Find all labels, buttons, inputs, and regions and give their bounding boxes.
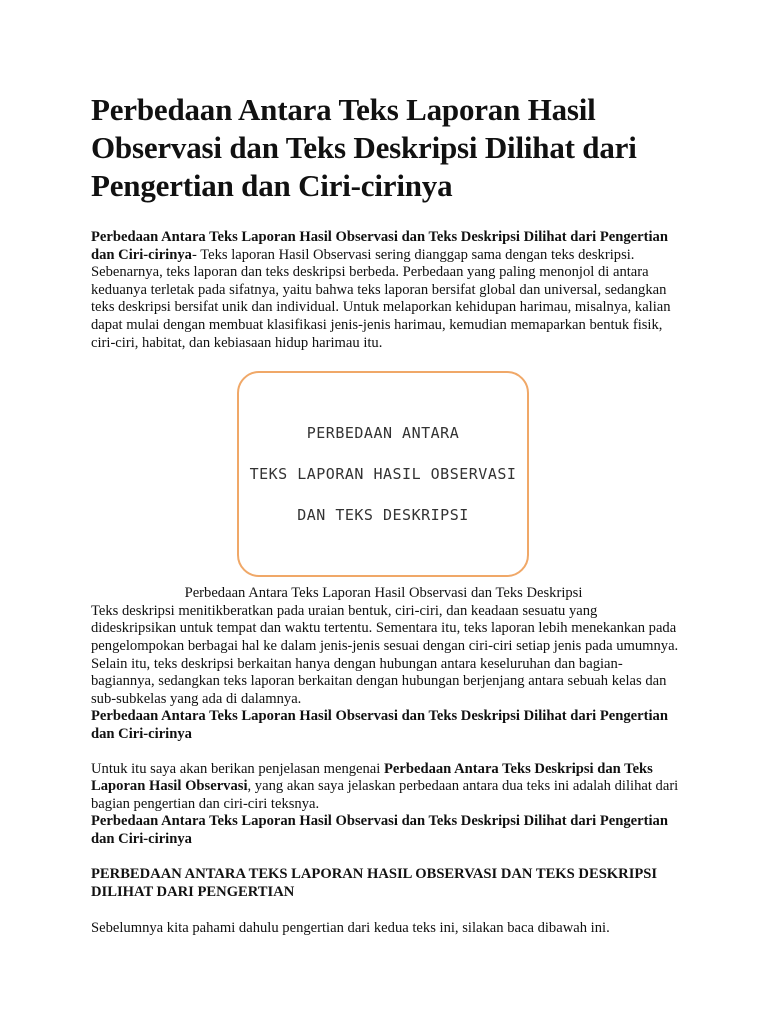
figure-line-1: PERBEDAAN ANTARA bbox=[306, 423, 460, 442]
bold-repeat-1: Perbedaan Antara Teks Laporan Hasil Observasi dan Teks Deskripsi Dilihat dari Pengertian dan Ciri-cirinya bbox=[91, 708, 668, 742]
bold-repeat-2: Perbedaan Antara Teks Laporan Hasil Observasi dan Teks Deskripsi Dilihat dari Pengertian dan Ciri-cirinya bbox=[91, 813, 668, 847]
paragraph3-bold: Perbedaan Antara Teks Deskripsi dan Teks Laporan Hasil Observasi bbox=[91, 760, 653, 795]
figure-caption: Perbedaan Antara Teks Laporan Hasil Observasi dan Teks Deskripsi bbox=[184, 585, 583, 602]
paragraph-comparison: Teks deskripsi menitikberatkan pada uraian bentuk, ciri-ciri, dan keadaan sesuatu yang dideskripsikan untuk tempat dan waktu tertentu. Sementara itu, teks laporan lebih menekankan pada pengelompokan berbagai hal ke dalam jenis-jenis sesuai dengan ciri-ciri setiap jenis pada umumnya. Selain itu, teks deskripsi berkaitan hanya dengan hubungan antara keseluruhan dan bagian-bagiannya, sedangkan teks laporan berkaitan dengan hubungan berjenjang antara sebuah kelas dan sub-subkelas yang ada di dalamnya. bbox=[91, 602, 679, 707]
figure-line-2: TEKS LAPORAN HASIL OBSERVASI bbox=[249, 464, 517, 483]
intro-paragraph bbox=[91, 229, 681, 352]
article-content bbox=[91, 91, 681, 937]
figure-line-3: DAN TEKS DESKRIPSI bbox=[297, 505, 469, 524]
intro-text: - Teks laporan Hasil Observasi sering dianggap sama dengan teks deskripsi. Sebenarnya, teks laporan dan teks deskripsi berbeda. Perbedaan yang paling menonjol di antara keduanya terletak pada sifatnya, yaitu bahwa teks laporan bersifat global dan universal, sedangkan teks deskripsi bersifat unik dan individual. Untuk melaporkan kehidupan harimau, misalnya, kalian dapat mulai dengan membuat klasifikasi jenis-jenis harimau, kemudian memaparkan bentuk fisik, ciri-ciri, habitat, dan kebiasaan hidup harimau itu. bbox=[91, 246, 671, 351]
paragraph-explanation bbox=[91, 761, 681, 814]
intro-bold-lead: Perbedaan Antara Teks Laporan Hasil Observasi dan Teks Deskripsi Dilihat dari Pengertian dan Ciri-cirinya bbox=[91, 229, 668, 263]
paragraph-intro-definitions: Sebelumnya kita pahami dahulu pengertian dari kedua teks ini, silakan baca dibawah ini. bbox=[91, 919, 610, 936]
figure-image bbox=[237, 371, 529, 577]
paragraph3-pre: Untuk itu saya akan berikan penjelasan mengenai bbox=[91, 760, 384, 777]
article-title: Perbedaan Antara Teks Laporan Hasil Observasi dan Teks Deskripsi Dilihat dari Pengertian dan Ciri-cirinya bbox=[91, 92, 637, 203]
paragraph3-post: , yang akan saya jelaskan perbedaan antara dua teks ini adalah dilihat dari bagian pengertian dan ciri-ciri teksnya. bbox=[91, 778, 679, 812]
section-heading: PERBEDAAN ANTARA TEKS LAPORAN HASIL OBSERVASI DAN TEKS DESKRIPSI DILIHAT DARI PENGERTIAN bbox=[91, 866, 658, 901]
